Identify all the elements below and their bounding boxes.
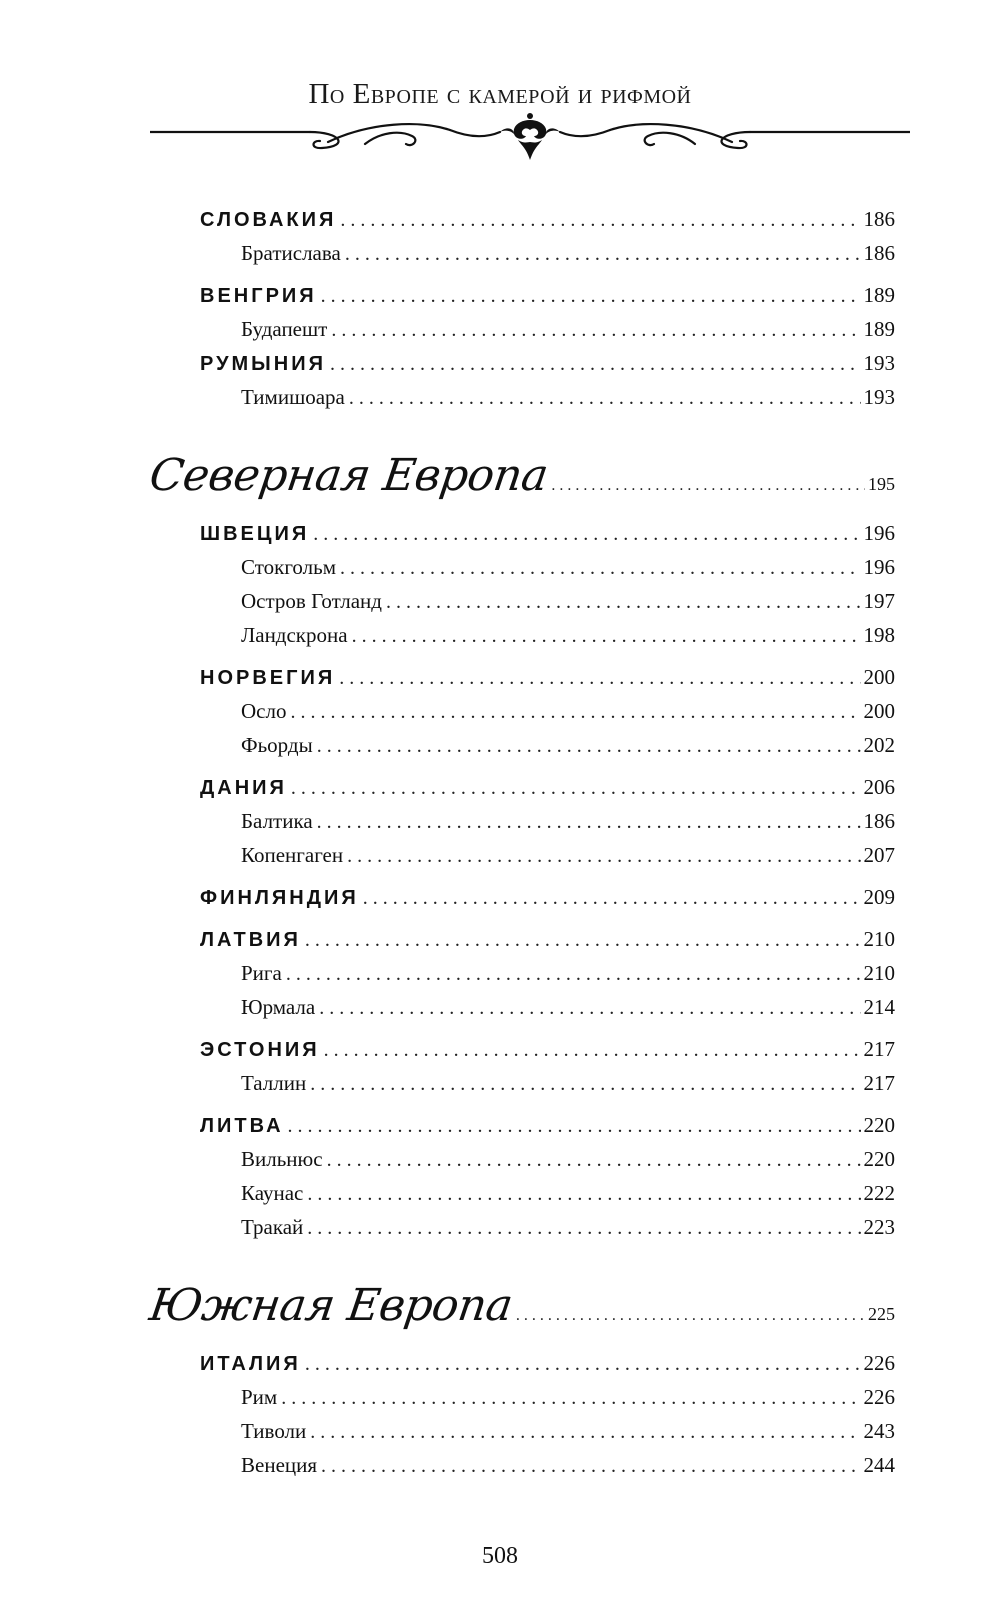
toc-entry-page: 210 xyxy=(863,961,895,985)
dot-leader xyxy=(352,619,861,653)
toc-city-entry xyxy=(150,1176,895,1210)
dot-leader xyxy=(321,1449,860,1483)
toc-city-entry xyxy=(150,804,895,838)
toc-entry-page: 200 xyxy=(863,665,895,689)
dot-leader xyxy=(319,991,860,1025)
dot-leader xyxy=(310,1415,860,1449)
toc-city-entry xyxy=(150,1448,895,1482)
toc-entry-page: 225 xyxy=(868,1304,895,1324)
table-of-contents xyxy=(146,202,895,1482)
toc-entry-title: ИТАЛИЯ xyxy=(200,1353,301,1375)
toc-entry-page: 200 xyxy=(863,699,895,723)
toc-entry-title: Будапешт xyxy=(241,317,328,341)
dot-leader xyxy=(291,771,861,805)
toc-city-entry xyxy=(150,380,895,414)
dot-leader xyxy=(324,1033,861,1067)
toc-entry-title: ДАНИЯ xyxy=(200,777,287,799)
toc-entry-page: 202 xyxy=(863,733,895,757)
toc-city-entry xyxy=(150,236,895,270)
toc-city-entry xyxy=(150,728,895,762)
toc-entry-page: 186 xyxy=(863,809,895,833)
dot-leader xyxy=(288,1109,861,1143)
toc-entry-title: Стокгольм xyxy=(241,555,336,579)
dot-leader xyxy=(340,203,860,237)
toc-entry-page: 196 xyxy=(863,555,895,579)
dot-leader xyxy=(345,237,861,271)
dot-leader xyxy=(310,1067,860,1101)
toc-entry-page: 197 xyxy=(863,589,895,613)
toc-region-heading xyxy=(146,436,895,516)
toc-entry-title: ЭСТОНИЯ xyxy=(200,1039,320,1061)
dot-leader xyxy=(551,446,865,526)
dot-leader xyxy=(331,313,860,347)
dot-leader xyxy=(321,279,861,313)
toc-country-entry xyxy=(150,880,895,914)
toc-city-entry xyxy=(150,990,895,1024)
toc-country-entry xyxy=(150,516,895,550)
toc-entry-page: 195 xyxy=(868,474,895,494)
toc-country-entry xyxy=(150,1032,895,1066)
toc-entry-page: 217 xyxy=(863,1037,895,1061)
toc-entry-page: 226 xyxy=(863,1385,895,1409)
toc-city-entry xyxy=(150,1380,895,1414)
toc-city-entry xyxy=(150,550,895,584)
toc-entry-title: РУМЫНИЯ xyxy=(200,353,326,375)
dot-leader xyxy=(330,347,861,381)
dot-leader xyxy=(307,1177,860,1211)
toc-country-entry xyxy=(150,922,895,956)
toc-entry-page: 210 xyxy=(863,927,895,951)
toc-country-entry xyxy=(150,660,895,694)
toc-entry-page: 244 xyxy=(863,1453,895,1477)
toc-entry-page: 207 xyxy=(863,843,895,867)
toc-entry-title: Ландскрона xyxy=(241,623,348,647)
dot-leader xyxy=(340,551,861,585)
toc-city-entry xyxy=(150,584,895,618)
toc-country-entry xyxy=(150,202,895,236)
toc-city-entry xyxy=(150,618,895,652)
toc-entry-title: Рига xyxy=(241,961,282,985)
dot-leader xyxy=(317,729,861,763)
dot-leader xyxy=(339,661,860,695)
toc-entry-title: ШВЕЦИЯ xyxy=(200,523,310,545)
dot-leader xyxy=(313,517,860,551)
toc-entry-title: НОРВЕГИЯ xyxy=(200,667,336,689)
toc-entry-page: 214 xyxy=(863,995,895,1019)
toc-entry-page: 226 xyxy=(863,1351,895,1375)
toc-entry-page: 186 xyxy=(863,241,895,265)
toc-entry-page: 220 xyxy=(863,1113,895,1137)
toc-entry-title: ФИНЛЯНДИЯ xyxy=(200,887,359,909)
toc-city-entry xyxy=(150,694,895,728)
toc-entry-title: СЛОВАКИЯ xyxy=(200,209,337,231)
toc-entry-title: Тиволи xyxy=(241,1419,307,1443)
dot-leader xyxy=(363,881,861,915)
toc-city-entry xyxy=(150,838,895,872)
dot-leader xyxy=(305,1347,861,1381)
dot-leader xyxy=(317,805,861,839)
toc-entry-page: 193 xyxy=(863,385,895,409)
running-title: По Европе с камерой и рифмой xyxy=(308,78,692,110)
toc-entry-title: Остров Готланд xyxy=(241,589,382,613)
toc-entry-title: Вильнюс xyxy=(241,1147,323,1171)
dot-leader xyxy=(305,923,861,957)
toc-entry-title: Юрмала xyxy=(241,995,316,1019)
dot-leader xyxy=(290,695,860,729)
page-number: 508 xyxy=(482,1543,518,1569)
toc-entry-page: 217 xyxy=(863,1071,895,1095)
dot-leader xyxy=(386,585,861,619)
toc-entry-title: Южная Европа xyxy=(146,1280,516,1331)
toc-entry-title: Тимишоара xyxy=(241,385,345,409)
dot-leader xyxy=(307,1211,860,1245)
toc-entry-page: 222 xyxy=(863,1181,895,1205)
toc-entry-title: Братислава xyxy=(241,241,341,265)
toc-entry-page: 186 xyxy=(863,207,895,231)
toc-country-entry xyxy=(150,770,895,804)
toc-entry-title: Копенгаген xyxy=(241,843,344,867)
toc-entry-page: 220 xyxy=(863,1147,895,1171)
toc-country-entry xyxy=(150,346,895,380)
toc-entry-page: 243 xyxy=(863,1419,895,1443)
toc-entry-title: Северная Европа xyxy=(146,450,551,501)
toc-entry-page: 189 xyxy=(863,283,895,307)
toc-entry-page: 209 xyxy=(863,885,895,909)
toc-entry-title: Таллин xyxy=(241,1071,307,1095)
dot-leader xyxy=(347,839,860,873)
toc-entry-title: Балтика xyxy=(241,809,313,833)
toc-region-heading xyxy=(146,1266,895,1346)
toc-city-entry xyxy=(150,1414,895,1448)
toc-country-entry xyxy=(150,1108,895,1142)
toc-country-entry xyxy=(150,278,895,312)
toc-entry-title: Рим xyxy=(241,1385,278,1409)
toc-entry-title: ВЕНГРИЯ xyxy=(200,285,317,307)
toc-entry-page: 206 xyxy=(863,775,895,799)
toc-entry-title: ЛИТВА xyxy=(200,1115,284,1137)
toc-entry-page: 189 xyxy=(863,317,895,341)
dot-leader xyxy=(349,381,861,415)
toc-entry-title: ЛАТВИЯ xyxy=(200,929,301,951)
dot-leader xyxy=(516,1276,865,1356)
toc-country-entry xyxy=(150,1346,895,1380)
toc-entry-title: Тракай xyxy=(241,1215,304,1239)
toc-city-entry xyxy=(150,1210,895,1244)
toc-city-entry xyxy=(150,1142,895,1176)
toc-entry-page: 198 xyxy=(863,623,895,647)
toc-entry-title: Осло xyxy=(241,699,287,723)
dot-leader xyxy=(286,957,861,991)
toc-entry-page: 196 xyxy=(863,521,895,545)
decorative-divider-ornament xyxy=(150,112,910,182)
toc-entry-title: Каунас xyxy=(241,1181,304,1205)
toc-entry-page: 193 xyxy=(863,351,895,375)
dot-leader xyxy=(327,1143,861,1177)
toc-city-entry xyxy=(150,956,895,990)
toc-entry-title: Фьорды xyxy=(241,733,313,757)
dot-leader xyxy=(281,1381,860,1415)
toc-entry-page: 223 xyxy=(863,1215,895,1239)
toc-entry-title: Венеция xyxy=(241,1453,318,1477)
toc-city-entry xyxy=(150,1066,895,1100)
toc-city-entry xyxy=(150,312,895,346)
